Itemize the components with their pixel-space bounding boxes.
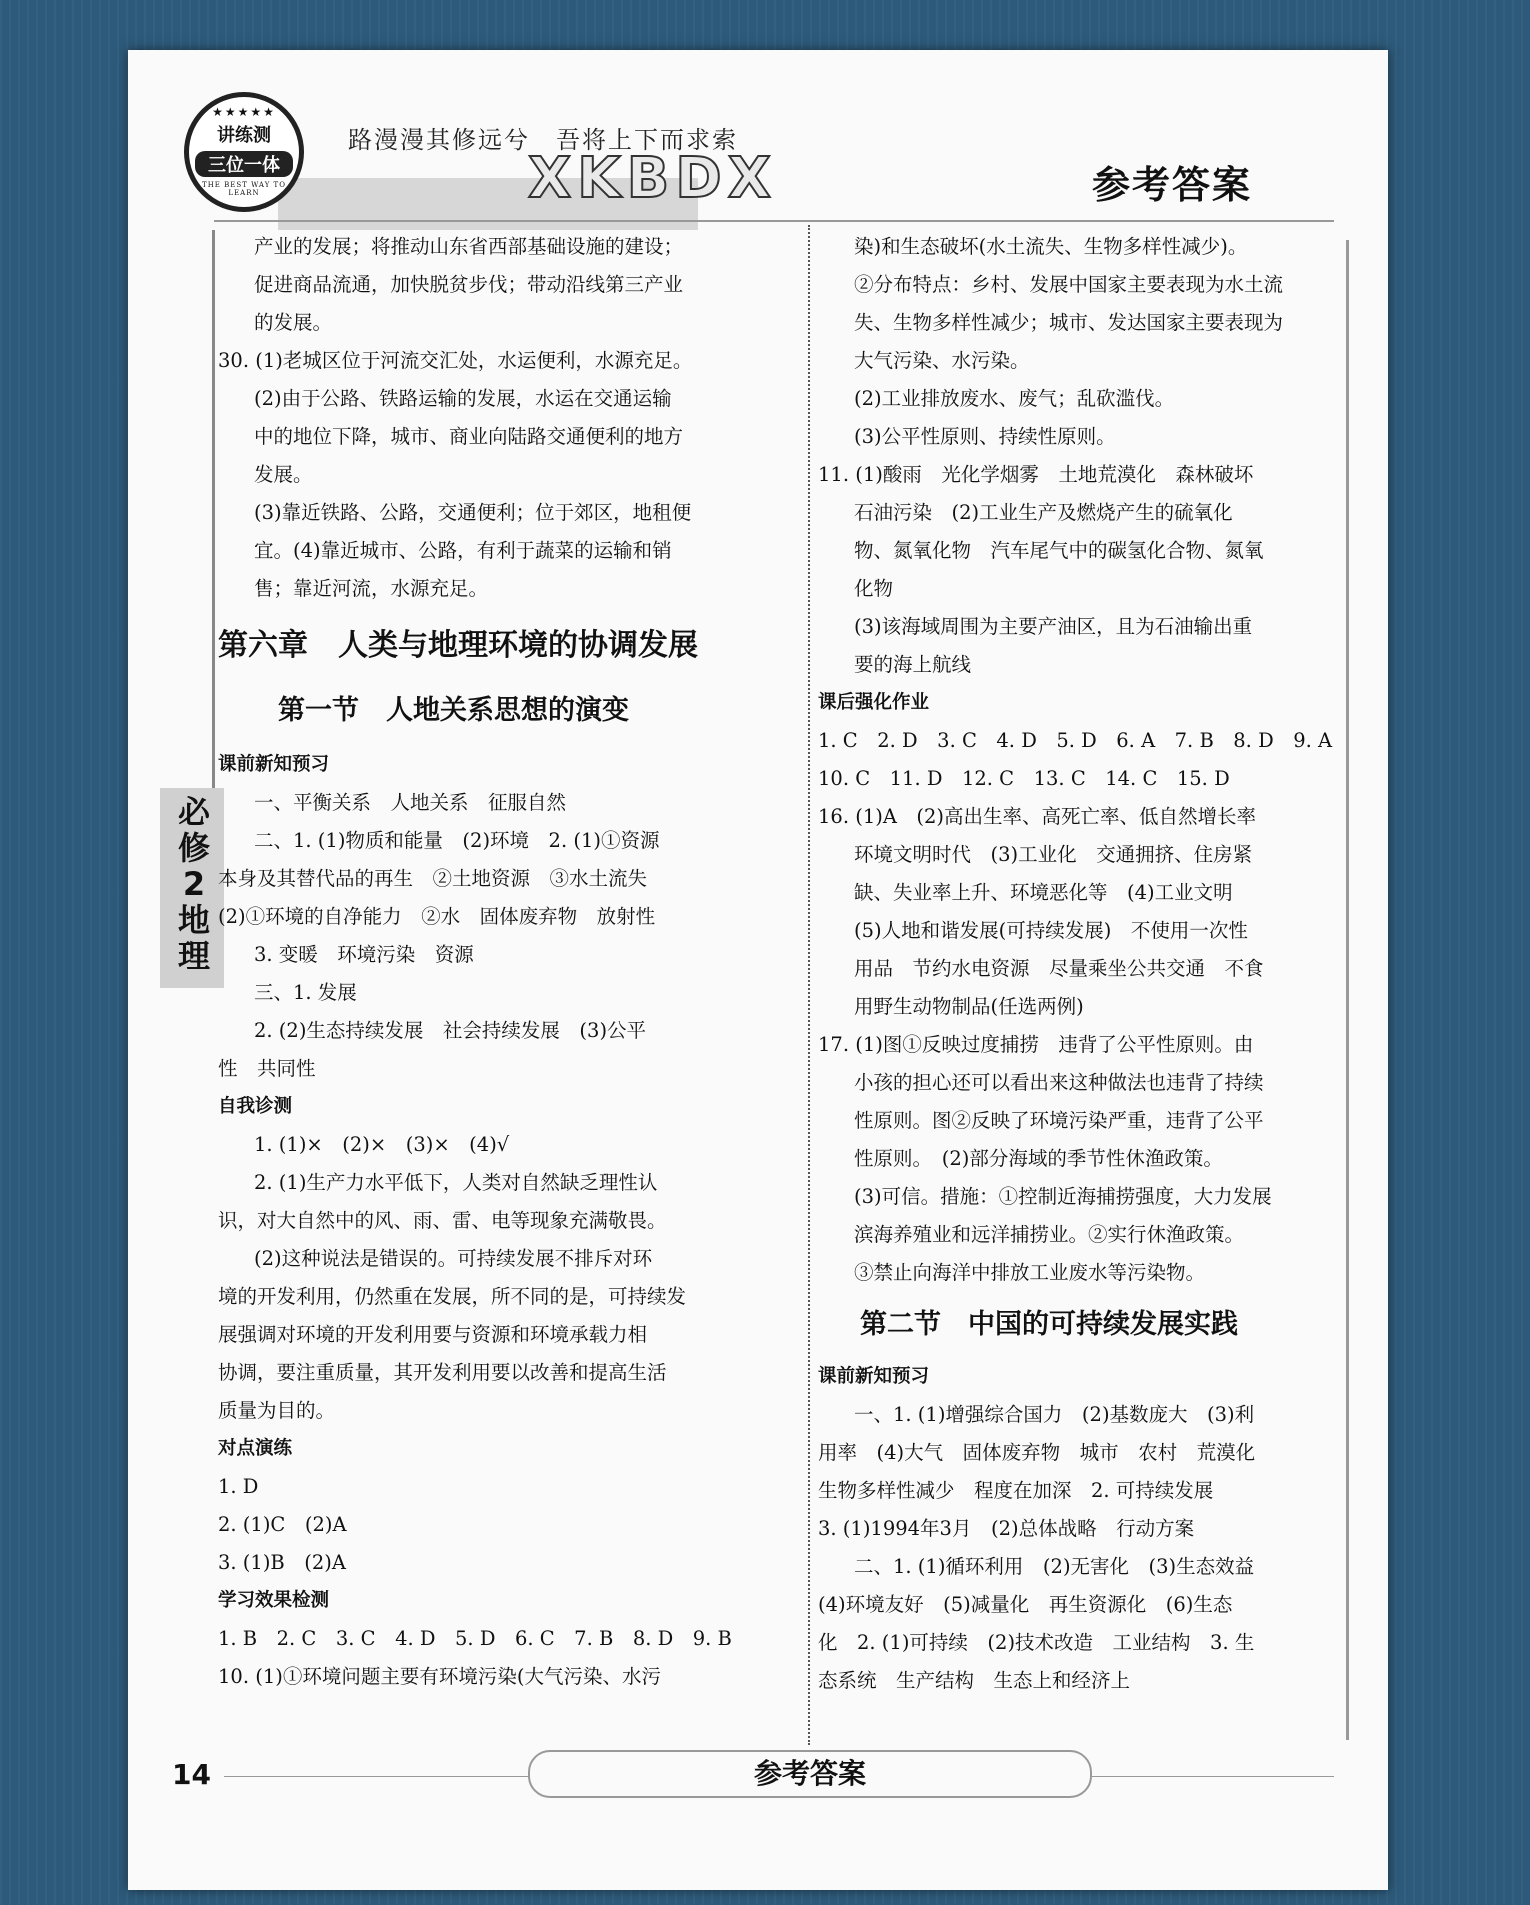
- text-line: (4)环境友好 (5)减量化 再生资源化 (6)生态: [818, 1593, 1233, 1616]
- text-line: 1. C 2. D 3. C 4. D 5. D 6. A 7. B 8. D 9. A: [818, 729, 1333, 752]
- text-line: 性原则。 (2)部分海域的季节性休渔政策。: [854, 1147, 1223, 1170]
- text-line: (2)①环境的自净能力 ②水 固体废弃物 放射性: [218, 905, 656, 928]
- text-line: 化物: [854, 577, 894, 600]
- text-line: 10. C 11. D 12. C 13. C 14. C 15. D: [818, 767, 1230, 790]
- side-char: 必: [177, 793, 210, 831]
- text-line: (2)工业排放废水、废气；乱砍滥伐。: [854, 387, 1175, 410]
- text-line: 要的海上航线: [854, 653, 972, 676]
- text-line: 10. (1)①环境问题主要有环境污染(大气污染、水污: [218, 1665, 661, 1688]
- text-line: ③禁止向海洋中排放工业废水等污染物。: [854, 1261, 1206, 1284]
- logo-arc-text: THE BEST WAY TO LEARN: [202, 181, 286, 197]
- text-line: (3)该海域周围为主要产油区，且为石油输出重: [854, 615, 1253, 638]
- text-line: 性 共同性: [218, 1057, 316, 1080]
- text-line: 识，对大自然中的风、雨、雷、电等现象充满敬畏。: [218, 1209, 667, 1232]
- brand-wordmark: XKBDX: [528, 146, 777, 211]
- text-line: 产业的发展；将推动山东省西部基础设施的建设；: [254, 235, 684, 258]
- text-line: 性原则。图②反映了环境污染严重，违背了公平: [854, 1109, 1264, 1132]
- text-line: 境的开发利用，仍然重在发展，所不同的是，可持续发: [218, 1285, 687, 1308]
- text-line: 本身及其替代品的再生 ②土地资源 ③水土流失: [218, 867, 648, 890]
- text-line: 缺、失业率上升、环境恶化等 (4)工业文明: [854, 881, 1233, 904]
- text-line: 大气污染、水污染。: [854, 349, 1030, 372]
- page-title: 参考答案: [1092, 163, 1253, 207]
- section-heading: 第一节 人地关系思想的演变: [278, 695, 629, 726]
- text-line: 宜。(4)靠近城市、公路，有利于蔬菜的运输和销: [254, 539, 672, 562]
- column-divider: [808, 225, 810, 1745]
- footer-label: 参考答案: [528, 1750, 1092, 1798]
- text-line: 一、平衡关系 人地关系 征服自然: [254, 791, 567, 814]
- text-line: 用品 节约水电资源 尽量乘坐公共交通 不食: [854, 957, 1264, 980]
- text-line: 物、氮氧化物 汽车尾气中的碳氢化合物、氮氧: [854, 539, 1264, 562]
- text-line: 小孩的担心还可以看出来这种做法也违背了持续: [854, 1071, 1264, 1094]
- subheading: 课前新知预习: [818, 1366, 930, 1387]
- subheading: 课后强化作业: [818, 692, 930, 713]
- text-line: 2. (2)生态持续发展 社会持续发展 (3)公平: [254, 1019, 647, 1042]
- text-line: (3)可信。措施：①控制近海捕捞强度，大力发展: [854, 1185, 1272, 1208]
- text-line: 三、1. 发展: [254, 981, 357, 1004]
- text-line: 促进商品流通，加快脱贫步伐；带动沿线第三产业: [254, 273, 684, 296]
- side-char: 修: [177, 829, 210, 867]
- text-line: 1. (1)× (2)× (3)× (4)√: [254, 1133, 510, 1156]
- text-line: 二、1. (1)循环利用 (2)无害化 (3)生态效益: [854, 1555, 1255, 1578]
- text-line: 环境文明时代 (3)工业化 交通拥挤、住房紧: [854, 843, 1253, 866]
- subheading: 自我诊测: [218, 1096, 293, 1117]
- text-line: 3. (1)1994年3月 (2)总体战略 行动方案: [818, 1517, 1195, 1540]
- text-line: 一、1. (1)增强综合国力 (2)基数庞大 (3)利: [854, 1403, 1255, 1426]
- text-line: 中的地位下降，城市、商业向陆路交通便利的地方: [254, 425, 684, 448]
- header-motto: 路漫漫其修远兮 吾将上下而求索: [348, 126, 738, 154]
- text-line: 发展。: [254, 463, 313, 486]
- subheading: 课前新知预习: [218, 754, 330, 775]
- text-line: 16. (1)A (2)高出生率、高死亡率、低自然增长率: [818, 805, 1257, 828]
- text-line: 失、生物多样性减少；城市、发达国家主要表现为: [854, 311, 1284, 334]
- text-line: 染)和生态破坏(水土流失、生物多样性减少)。: [854, 235, 1248, 258]
- text-line: 生物多样性减少 程度在加深 2. 可持续发展: [818, 1479, 1214, 1502]
- text-line: 售；靠近河流，水源充足。: [254, 577, 489, 600]
- side-char: 2: [182, 865, 206, 903]
- text-line: 用率 (4)大气 固体废弃物 城市 农村 荒漠化: [818, 1441, 1256, 1464]
- text-line: (3)公平性原则、持续性原则。: [854, 425, 1116, 448]
- left-column: [218, 228, 802, 1696]
- logo-line2: 三位一体: [195, 151, 293, 177]
- logo-stars: ★★★★★: [212, 105, 276, 119]
- subheading: 学习效果检测: [218, 1590, 330, 1611]
- right-column: [818, 228, 1338, 1700]
- text-line: ②分布特点：乡村、发展中国家主要表现为水土流: [854, 273, 1284, 296]
- text-line: 3. 变暖 环境污染 资源: [254, 943, 474, 966]
- text-line: 石油污染 (2)工业生产及燃烧产生的硫氧化: [854, 501, 1233, 524]
- side-tab-text: [174, 794, 214, 974]
- text-line: 态系统 生产结构 生态上和经济上: [818, 1669, 1131, 1692]
- answer-page: [128, 50, 1388, 1890]
- text-line: 滨海养殖业和远洋捕捞业。②实行休渔政策。: [854, 1223, 1245, 1246]
- text-line: 的发展。: [254, 311, 333, 334]
- text-line: 2. (1)C (2)A: [218, 1513, 347, 1536]
- text-line: (2)由于公路、铁路运输的发展，水运在交通运输: [254, 387, 672, 410]
- text-line: 30. (1)老城区位于河流交汇处，水运便利，水源充足。: [218, 349, 693, 372]
- text-line: (2)这种说法是错误的。可持续发展不排斥对环: [254, 1247, 653, 1270]
- text-line: 2. (1)生产力水平低下，人类对自然缺乏理性认: [254, 1171, 658, 1194]
- text-line: 展强调对环境的开发利用要与资源和环境承载力相: [218, 1323, 648, 1346]
- section-heading: 第二节 中国的可持续发展实践: [860, 1309, 1238, 1340]
- text-line: 质量为目的。: [218, 1399, 336, 1422]
- side-char: 地: [177, 901, 210, 939]
- text-line: 3. (1)B (2)A: [218, 1551, 346, 1574]
- text-line: 17. (1)图①反映过度捕捞 违背了公平性原则。由: [818, 1033, 1254, 1056]
- text-line: (5)人地和谐发展(可持续发展) 不使用一次性: [854, 919, 1248, 942]
- text-line: 1. D: [218, 1475, 259, 1498]
- text-line: (3)靠近铁路、公路，交通便利；位于郊区，地租便: [254, 501, 692, 524]
- subheading: 对点演练: [218, 1438, 293, 1459]
- text-line: 11. (1)酸雨 光化学烟雾 土地荒漠化 森林破坏: [818, 463, 1254, 486]
- brand-logo: [184, 92, 304, 212]
- page-number: 14: [172, 1758, 211, 1791]
- side-char: 理: [177, 937, 210, 975]
- text-line: 1. B 2. C 3. C 4. D 5. D 6. C 7. B 8. D 9. B: [218, 1627, 732, 1650]
- logo-line1: 讲练测: [217, 125, 271, 146]
- text-line: 用野生动物制品(任选两例): [854, 995, 1084, 1018]
- text-line: 协调，要注重质量，其开发利用要以改善和提高生活: [218, 1361, 667, 1384]
- text-line: 二、1. (1)物质和能量 (2)环境 2. (1)①资源: [254, 829, 660, 852]
- chapter-heading: 第六章 人类与地理环境的协调发展: [218, 628, 698, 663]
- text-line: 化 2. (1)可持续 (2)技术改造 工业结构 3. 生: [818, 1631, 1255, 1654]
